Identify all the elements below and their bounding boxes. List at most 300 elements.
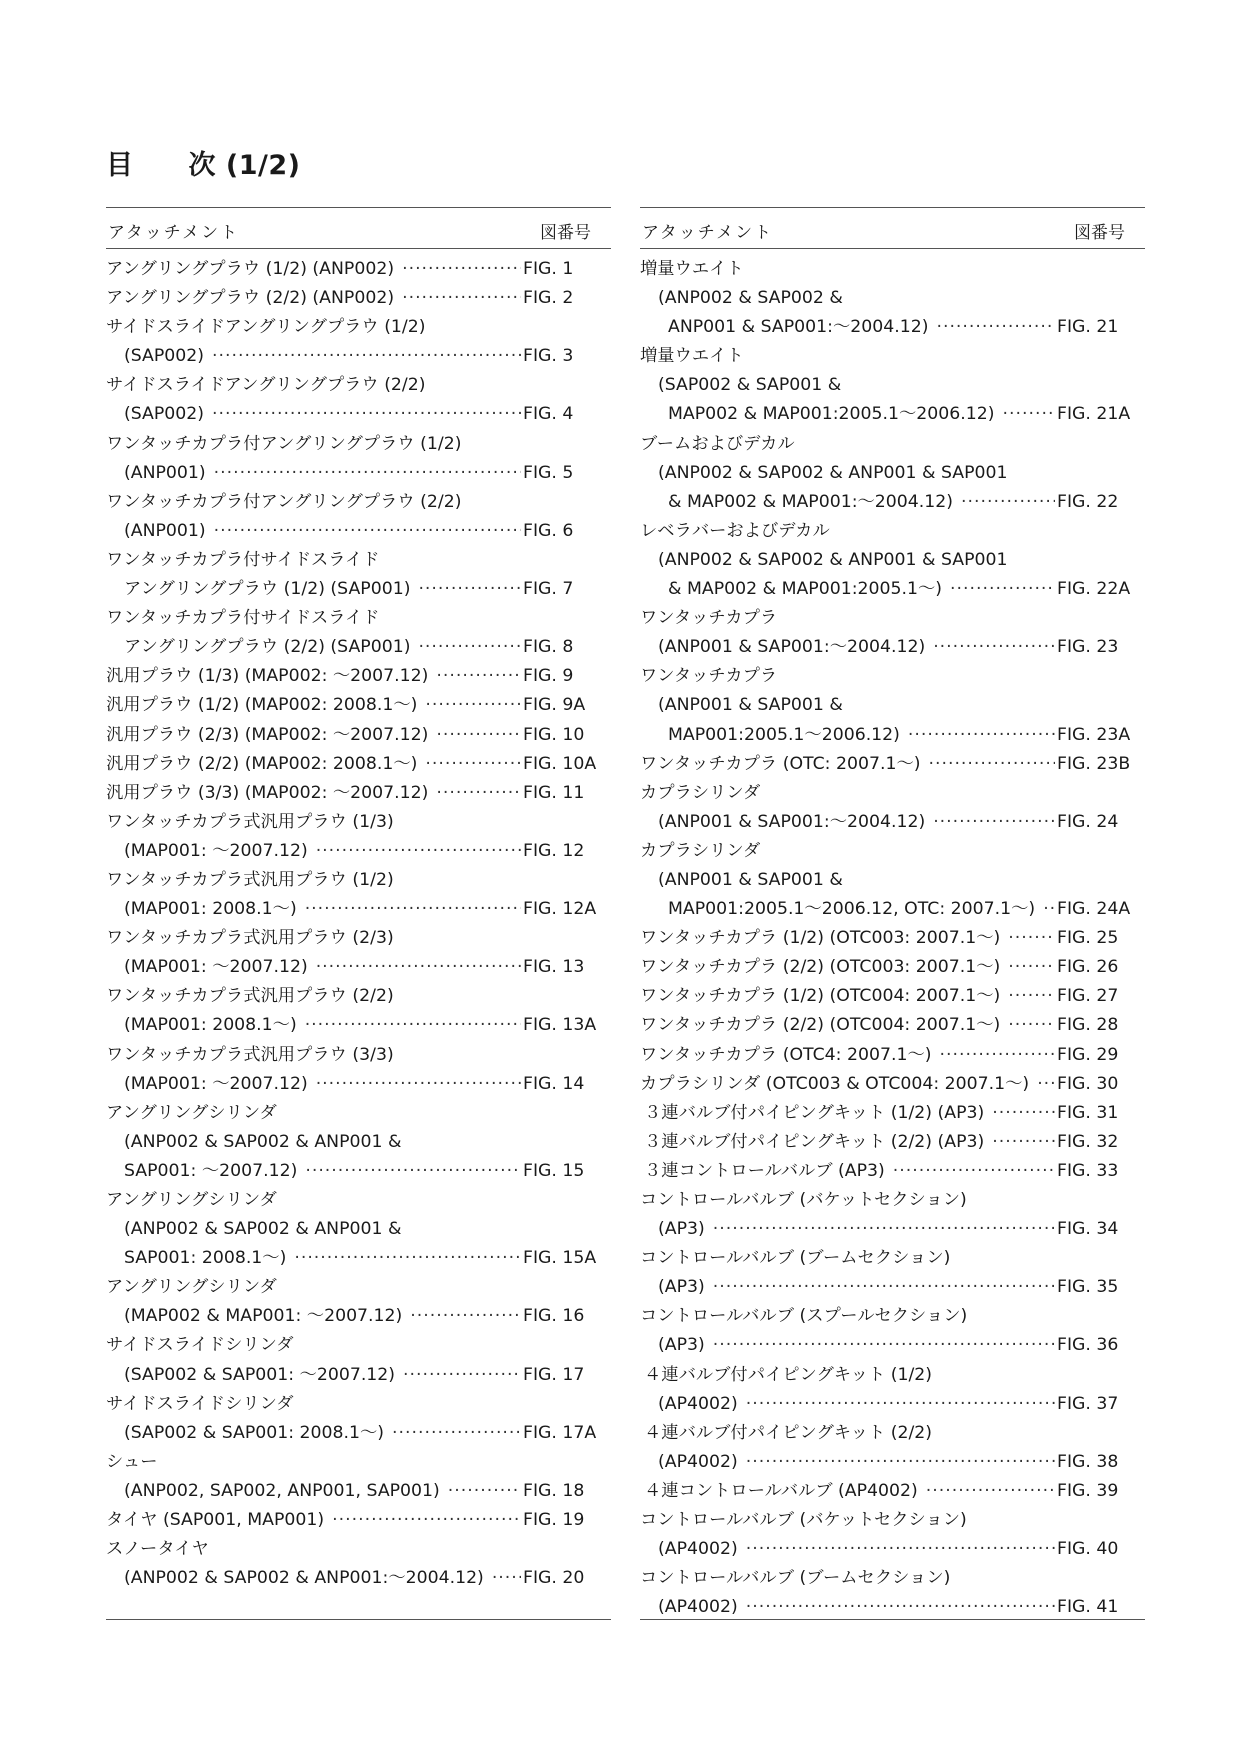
toc-entry bbox=[106, 546, 611, 575]
toc-entry bbox=[640, 342, 1145, 371]
dot-leader bbox=[936, 313, 1055, 342]
dot-leader bbox=[305, 895, 521, 924]
toc-entry-fig-number: FIG. 33 bbox=[1057, 1160, 1119, 1181]
toc-entry-text: (ANP002 & SAP002 & bbox=[658, 288, 843, 309]
toc-entry bbox=[640, 953, 1145, 982]
toc-entry-text: (AP4002) bbox=[658, 1451, 738, 1472]
toc-entry bbox=[106, 1273, 611, 1302]
dot-leader bbox=[950, 575, 1055, 604]
toc-entry-text: ワンタッチカプラ (OTC: 2007.1～) bbox=[640, 753, 921, 774]
toc-entry-text: (ANP002 & SAP002 & ANP001:～2004.12) bbox=[124, 1568, 484, 1589]
toc-entry-text: ワンタッチカプラ (1/2) (OTC003: 2007.1～) bbox=[640, 928, 1001, 949]
toc-entry-text: カプラシリンダ bbox=[640, 840, 761, 861]
toc-entry bbox=[106, 750, 611, 779]
toc-entry-text: 汎用プラウ (2/2) (MAP002: 2008.1～) bbox=[106, 753, 418, 774]
toc-entry-fig-number: FIG. 3 bbox=[523, 346, 574, 367]
dot-leader bbox=[1008, 1011, 1055, 1040]
toc-entry-text: (ANP002, SAP002, ANP001, SAP001) bbox=[124, 1480, 440, 1501]
toc-entry-text: 汎用プラウ (1/3) (MAP002: ～2007.12) bbox=[106, 666, 429, 687]
toc-entry-text: アングリングシリンダ bbox=[106, 1277, 277, 1298]
dot-leader bbox=[305, 1011, 521, 1040]
toc-entry bbox=[640, 633, 1145, 662]
dot-leader bbox=[294, 1244, 521, 1273]
dot-leader bbox=[316, 1070, 521, 1099]
toc-entry-fig-number: FIG. 12A bbox=[523, 899, 597, 920]
toc-entry-fig-number: FIG. 7 bbox=[523, 579, 574, 600]
toc-entry-text: ワンタッチカプラ式汎用プラウ (2/3) bbox=[106, 928, 394, 949]
toc-entry-fig-number: FIG. 16 bbox=[523, 1306, 585, 1327]
toc-entry-text: ワンタッチカプラ式汎用プラウ (1/2) bbox=[106, 869, 394, 890]
toc-entry-text: タイヤ (SAP001, MAP001) bbox=[106, 1510, 325, 1531]
toc-entry-text: (SAP002 & SAP001: ～2007.12) bbox=[124, 1364, 396, 1385]
toc-entry bbox=[106, 1506, 611, 1535]
toc-entry-text: (ANP001) bbox=[124, 520, 206, 541]
toc-entry-text: (ANP002 & SAP002 & ANP001 & SAP001 bbox=[658, 462, 1008, 483]
toc-entry-text: (AP4002) bbox=[658, 1597, 738, 1618]
toc-entry bbox=[106, 1419, 611, 1448]
toc-entry bbox=[106, 517, 611, 546]
toc-entry-text: カプラシリンダ (OTC003 & OTC004: 2007.1～) bbox=[640, 1073, 1030, 1094]
toc-column-left bbox=[106, 207, 611, 1593]
toc-entry-text: 汎用プラウ (1/2) (MAP002: 2008.1～) bbox=[106, 695, 418, 716]
toc-entry bbox=[106, 313, 611, 342]
toc-entry bbox=[106, 1535, 611, 1564]
toc-entry bbox=[640, 575, 1145, 604]
toc-entry-text: MAP001:2005.1～2006.12, OTC: 2007.1～) bbox=[668, 899, 1036, 920]
toc-entry-text: アングリングシリンダ bbox=[106, 1190, 277, 1210]
toc-entry bbox=[106, 575, 611, 604]
toc-entry-text: サイドスライドシリンダ bbox=[106, 1335, 294, 1356]
toc-entry-text: ワンタッチカプラ (2/2) (OTC004: 2007.1～) bbox=[640, 1015, 1001, 1036]
toc-entry-text: コントロールバルブ (ブームセクション) bbox=[640, 1568, 951, 1589]
toc-entry-fig-number: FIG. 24 bbox=[1057, 811, 1119, 832]
toc-entry bbox=[640, 1273, 1145, 1302]
toc-entry-text: MAP002 & MAP001:2005.1～2006.12) bbox=[668, 404, 995, 425]
toc-entry bbox=[640, 400, 1145, 429]
toc-entry-fig-number: FIG. 39 bbox=[1057, 1480, 1119, 1501]
toc-entry-fig-number: FIG. 34 bbox=[1057, 1219, 1119, 1240]
toc-entry bbox=[106, 1331, 611, 1360]
dot-leader bbox=[425, 750, 521, 779]
dot-leader bbox=[746, 1535, 1055, 1564]
dot-leader bbox=[992, 1099, 1055, 1128]
dot-leader bbox=[492, 1564, 521, 1593]
dot-leader bbox=[403, 1361, 521, 1390]
toc-entry-fig-number: FIG. 4 bbox=[523, 404, 574, 425]
toc-entry-fig-number: FIG. 41 bbox=[1057, 1597, 1119, 1618]
toc-entry bbox=[106, 400, 611, 429]
toc-entry-fig-number: FIG. 17 bbox=[523, 1364, 585, 1385]
toc-entry-fig-number: FIG. 14 bbox=[523, 1073, 585, 1094]
toc-entry-fig-number: FIG. 37 bbox=[1057, 1393, 1119, 1414]
toc-entry-text: (MAP001: ～2007.12) bbox=[124, 1073, 308, 1094]
toc-entry-fig-number: FIG. 19 bbox=[523, 1510, 585, 1531]
header-attachment-label: アタッチメント bbox=[108, 223, 240, 243]
toc-entry-text: ワンタッチカプラ (2/2) (OTC003: 2007.1～) bbox=[640, 957, 1001, 978]
toc-entry-fig-number: FIG. 40 bbox=[1057, 1539, 1119, 1560]
toc-entry-text: ４連バルブ付パイピングキット (1/2) bbox=[644, 1364, 933, 1385]
toc-entry-text: (SAP002) bbox=[124, 346, 205, 367]
toc-entry-text: コントロールバルブ (バケットセクション) bbox=[640, 1510, 967, 1531]
toc-entry-text: ３連バルブ付パイピングキット (1/2) (AP3) bbox=[644, 1102, 985, 1123]
toc-entry bbox=[106, 1215, 611, 1244]
dot-leader bbox=[713, 1331, 1055, 1360]
toc-entry bbox=[106, 953, 611, 982]
header-attachment-label: アタッチメント bbox=[642, 223, 774, 243]
toc-entry-fig-number: FIG. 9 bbox=[523, 666, 574, 687]
toc-entry-text: (MAP001: 2008.1～) bbox=[124, 899, 297, 920]
toc-entry bbox=[640, 982, 1145, 1011]
toc-entry-text: コントロールバルブ (バケットセクション) bbox=[640, 1190, 967, 1210]
toc-entry-fig-number: FIG. 2 bbox=[523, 288, 574, 309]
toc-entry bbox=[106, 459, 611, 488]
toc-entry-fig-number: FIG. 38 bbox=[1057, 1451, 1119, 1472]
toc-entry bbox=[106, 1390, 611, 1419]
toc-entry-text: (MAP001: ～2007.12) bbox=[124, 957, 308, 978]
toc-entry bbox=[106, 982, 611, 1011]
toc-entry-fig-number: FIG. 31 bbox=[1057, 1102, 1119, 1123]
toc-entry-text: サイドスライドアングリングプラウ (2/2) bbox=[106, 375, 426, 396]
toc-entry-text: ワンタッチカプラ式汎用プラウ (3/3) bbox=[106, 1044, 394, 1065]
toc-entry-text: ワンタッチカプラ付サイドスライド bbox=[106, 549, 380, 570]
toc-entry bbox=[640, 1564, 1145, 1593]
dot-leader bbox=[928, 750, 1055, 779]
header-fig-number-label: 図番号 bbox=[540, 223, 591, 243]
toc-entry-text: (ANP001) bbox=[124, 462, 206, 483]
toc-entry bbox=[106, 1361, 611, 1390]
toc-entry bbox=[640, 1041, 1145, 1070]
toc-entry-text: ANP001 & SAP001:～2004.12) bbox=[668, 317, 929, 338]
toc-entry-text: ワンタッチカプラ付アングリングプラウ (1/2) bbox=[106, 433, 462, 454]
toc-entry-fig-number: FIG. 1 bbox=[523, 259, 574, 279]
toc-entry-text: (MAP001: 2008.1～) bbox=[124, 1015, 297, 1036]
toc-entry bbox=[640, 1535, 1145, 1564]
toc-entry-fig-number: FIG. 11 bbox=[523, 782, 585, 803]
toc-entry-fig-number: FIG. 15A bbox=[523, 1248, 597, 1269]
toc-entry-fig-number: FIG. 18 bbox=[523, 1480, 585, 1501]
toc-entry-text: コントロールバルブ (スプールセクション) bbox=[640, 1306, 968, 1327]
toc-entry-text: (ANP001 & SAP001 & bbox=[658, 695, 843, 716]
dot-leader bbox=[1008, 982, 1055, 1011]
toc-entry-text: (MAP001: ～2007.12) bbox=[124, 840, 308, 861]
toc-entry-text: & MAP002 & MAP001:2005.1～) bbox=[668, 579, 943, 600]
dot-leader bbox=[418, 633, 521, 662]
toc-entry-text: (MAP002 & MAP001: ～2007.12) bbox=[124, 1306, 403, 1327]
toc-entry bbox=[640, 808, 1145, 837]
toc-entry-fig-number: FIG. 10A bbox=[523, 753, 597, 774]
toc-entry-fig-number: FIG. 21 bbox=[1057, 317, 1119, 338]
toc-column-right bbox=[640, 207, 1145, 1622]
toc-entry bbox=[640, 604, 1145, 633]
toc-entry-text: サイドスライドアングリングプラウ (1/2) bbox=[106, 317, 426, 338]
toc-entry bbox=[106, 924, 611, 953]
dot-leader bbox=[1008, 953, 1055, 982]
toc-entry bbox=[640, 1390, 1145, 1419]
toc-entry-text: (SAP002 & SAP001: 2008.1～) bbox=[124, 1422, 385, 1443]
toc-entry bbox=[106, 284, 611, 313]
toc-entry bbox=[106, 721, 611, 750]
toc-entry bbox=[106, 1041, 611, 1070]
toc-entry-fig-number: FIG. 8 bbox=[523, 637, 574, 658]
page-title: 目 次 (1/2) bbox=[106, 150, 301, 181]
dot-leader bbox=[961, 488, 1055, 517]
dot-leader bbox=[448, 1477, 521, 1506]
toc-entry-fig-number: FIG. 26 bbox=[1057, 957, 1119, 978]
toc-entry-fig-number: FIG. 32 bbox=[1057, 1131, 1119, 1152]
toc-entry-fig-number: FIG. 13 bbox=[523, 957, 585, 978]
toc-entry-text: カプラシリンダ bbox=[640, 782, 761, 803]
toc-entry bbox=[106, 1477, 611, 1506]
toc-entry-text: アングリングシリンダ bbox=[106, 1102, 277, 1123]
toc-entry-text: (SAP002) bbox=[124, 404, 205, 425]
dot-leader bbox=[305, 1157, 521, 1186]
toc-entry-fig-number: FIG. 20 bbox=[523, 1568, 585, 1589]
toc-entry bbox=[640, 1186, 1145, 1215]
toc-entry-text: コントロールバルブ (ブームセクション) bbox=[640, 1248, 951, 1269]
dot-leader bbox=[436, 721, 521, 750]
toc-entry-text: 増量ウエイト bbox=[640, 259, 744, 279]
dot-leader bbox=[939, 1041, 1055, 1070]
toc-entry-text: アングリングプラウ (2/2) (SAP001) bbox=[124, 637, 411, 658]
toc-entry-text: ３連バルブ付パイピングキット (2/2) (AP3) bbox=[644, 1131, 985, 1152]
toc-entry bbox=[106, 371, 611, 400]
toc-entry bbox=[640, 517, 1145, 546]
toc-entry-text: ３連コントロールバルブ (AP3) bbox=[644, 1160, 885, 1181]
toc-entry bbox=[106, 1244, 611, 1273]
toc-entry bbox=[106, 1070, 611, 1099]
toc-entry bbox=[106, 633, 611, 662]
toc-entry-fig-number: FIG. 22A bbox=[1057, 579, 1131, 600]
toc-entry-fig-number: FIG. 36 bbox=[1057, 1335, 1119, 1356]
toc-entry-text: (AP4002) bbox=[658, 1539, 738, 1560]
toc-entry bbox=[106, 691, 611, 720]
toc-entry-text: (ANP002 & SAP002 & ANP001 & bbox=[124, 1131, 402, 1152]
toc-entry bbox=[106, 1448, 611, 1477]
toc-entry bbox=[640, 1215, 1145, 1244]
toc-entry bbox=[106, 342, 611, 371]
toc-entry bbox=[106, 895, 611, 924]
toc-entry-fig-number: FIG. 23A bbox=[1057, 724, 1131, 745]
toc-entry bbox=[106, 866, 611, 895]
toc-entry-text: (ANP002 & SAP002 & ANP001 & bbox=[124, 1219, 402, 1240]
toc-entry bbox=[106, 1564, 611, 1593]
dot-leader bbox=[713, 1215, 1055, 1244]
toc-entry bbox=[106, 837, 611, 866]
toc-entry bbox=[640, 924, 1145, 953]
dot-leader bbox=[746, 1448, 1055, 1477]
dot-leader bbox=[1003, 400, 1055, 429]
dot-leader bbox=[418, 575, 521, 604]
toc-entry bbox=[106, 1011, 611, 1040]
toc-entry-fig-number: FIG. 17A bbox=[523, 1422, 597, 1443]
toc-entry-text: ワンタッチカプラ式汎用プラウ (2/2) bbox=[106, 986, 394, 1007]
toc-entry bbox=[106, 779, 611, 808]
toc-entry bbox=[640, 284, 1145, 313]
toc-entry-text: (ANP001 & SAP001:～2004.12) bbox=[658, 811, 926, 832]
toc-entry bbox=[640, 662, 1145, 691]
toc-entry-text: ワンタッチカプラ付アングリングプラウ (2/2) bbox=[106, 491, 462, 512]
toc-entry-text: (ANP001 & SAP001 & bbox=[658, 869, 843, 890]
toc-entry bbox=[640, 721, 1145, 750]
toc-entry bbox=[640, 1448, 1145, 1477]
toc-entry bbox=[106, 1128, 611, 1157]
toc-entry bbox=[640, 1419, 1145, 1448]
dot-leader bbox=[410, 1302, 521, 1331]
footer-rule bbox=[640, 1619, 1145, 1620]
toc-entry-text: MAP001:2005.1～2006.12) bbox=[668, 724, 900, 745]
toc-entry-text: (AP3) bbox=[658, 1219, 705, 1240]
toc-entry-fig-number: FIG. 27 bbox=[1057, 986, 1119, 1007]
toc-entry-text: アングリングプラウ (1/2) (ANP002) bbox=[106, 259, 395, 279]
toc-entry-text: 汎用プラウ (3/3) (MAP002: ～2007.12) bbox=[106, 782, 429, 803]
toc-entry-text: (SAP002 & SAP001 & bbox=[658, 375, 842, 396]
toc-entry-text: SAP001: 2008.1～) bbox=[124, 1248, 287, 1269]
toc-entry bbox=[640, 430, 1145, 459]
footer-rule bbox=[106, 1619, 611, 1620]
toc-entry bbox=[640, 255, 1145, 284]
toc-entry-fig-number: FIG. 35 bbox=[1057, 1277, 1119, 1298]
dot-leader bbox=[402, 284, 521, 313]
dot-leader bbox=[436, 779, 521, 808]
toc-entry bbox=[640, 779, 1145, 808]
toc-entry-text: (ANP001 & SAP001:～2004.12) bbox=[658, 637, 926, 658]
toc-entry-fig-number: FIG. 12 bbox=[523, 840, 585, 861]
toc-entry-fig-number: FIG. 22 bbox=[1057, 491, 1119, 512]
dot-leader bbox=[402, 255, 521, 284]
toc-entry-fig-number: FIG. 29 bbox=[1057, 1044, 1119, 1065]
toc-entry bbox=[640, 313, 1145, 342]
toc-entry bbox=[640, 1128, 1145, 1157]
toc-entry bbox=[106, 1302, 611, 1331]
dot-leader bbox=[392, 1419, 521, 1448]
dot-leader bbox=[316, 837, 521, 866]
dot-leader bbox=[893, 1157, 1055, 1186]
toc-entry bbox=[640, 895, 1145, 924]
toc-entry bbox=[106, 604, 611, 633]
toc-entry bbox=[106, 430, 611, 459]
toc-entry bbox=[106, 662, 611, 691]
toc-entry-text: ワンタッチカプラ bbox=[640, 666, 778, 687]
toc-entry-fig-number: FIG. 28 bbox=[1057, 1015, 1119, 1036]
toc-entries bbox=[640, 249, 1145, 1622]
toc-entry-fig-number: FIG. 25 bbox=[1057, 928, 1119, 949]
toc-entry-text: SAP001: ～2007.12) bbox=[124, 1160, 298, 1181]
toc-entry bbox=[640, 1302, 1145, 1331]
toc-entry bbox=[106, 255, 611, 284]
toc-entry bbox=[106, 808, 611, 837]
dot-leader bbox=[926, 1477, 1055, 1506]
header-fig-number-label: 図番号 bbox=[1074, 223, 1125, 243]
toc-entry bbox=[640, 488, 1145, 517]
toc-entry bbox=[106, 1186, 611, 1215]
toc-entry-text: アングリングプラウ (1/2) (SAP001) bbox=[124, 579, 411, 600]
toc-entry-text: ワンタッチカプラ付サイドスライド bbox=[106, 608, 380, 629]
toc-entry bbox=[640, 546, 1145, 575]
dot-leader bbox=[713, 1273, 1055, 1302]
toc-entry-text: サイドスライドシリンダ bbox=[106, 1393, 294, 1414]
toc-entry-fig-number: FIG. 23B bbox=[1057, 753, 1131, 774]
toc-entry-text: (AP3) bbox=[658, 1277, 705, 1298]
toc-entry-fig-number: FIG. 6 bbox=[523, 520, 574, 541]
toc-entry-text: (AP4002) bbox=[658, 1393, 738, 1414]
toc-entry bbox=[106, 1157, 611, 1186]
toc-entry bbox=[640, 1070, 1145, 1099]
toc-entry-text: & MAP002 & MAP001:～2004.12) bbox=[668, 491, 954, 512]
toc-entry bbox=[640, 866, 1145, 895]
toc-entry-text: 増量ウエイト bbox=[640, 346, 744, 367]
toc-entry bbox=[640, 837, 1145, 866]
dot-leader bbox=[1008, 924, 1055, 953]
toc-entry-fig-number: FIG. 24A bbox=[1057, 899, 1131, 920]
toc-entry bbox=[640, 1011, 1145, 1040]
column-header bbox=[640, 208, 1145, 248]
toc-entry-text: 汎用プラウ (2/3) (MAP002: ～2007.12) bbox=[106, 724, 429, 745]
toc-entry bbox=[640, 371, 1145, 400]
dot-leader bbox=[212, 400, 521, 429]
dot-leader bbox=[1037, 1070, 1055, 1099]
toc-entry-text: シュー bbox=[106, 1451, 158, 1472]
toc-entry-fig-number: FIG. 9A bbox=[523, 695, 586, 716]
toc-entry-text: (AP3) bbox=[658, 1335, 705, 1356]
toc-entry bbox=[106, 1099, 611, 1128]
dot-leader bbox=[908, 721, 1055, 750]
dot-leader bbox=[316, 953, 521, 982]
toc-entry bbox=[640, 459, 1145, 488]
toc-entry bbox=[640, 1477, 1145, 1506]
toc-entry bbox=[106, 488, 611, 517]
toc-entry-fig-number: FIG. 23 bbox=[1057, 637, 1119, 658]
dot-leader bbox=[425, 691, 521, 720]
toc-entry bbox=[640, 691, 1145, 720]
toc-entry-fig-number: FIG. 5 bbox=[523, 462, 574, 483]
dot-leader bbox=[933, 633, 1055, 662]
dot-leader bbox=[212, 342, 521, 371]
dot-leader bbox=[1043, 895, 1055, 924]
toc-entry-text: ワンタッチカプラ (OTC4: 2007.1～) bbox=[640, 1044, 932, 1065]
toc-entry-text: ４連コントロールバルブ (AP4002) bbox=[644, 1480, 918, 1501]
dot-leader bbox=[746, 1390, 1055, 1419]
toc-entry bbox=[640, 750, 1145, 779]
toc-entry-text: アングリングプラウ (2/2) (ANP002) bbox=[106, 288, 395, 309]
toc-entries bbox=[106, 249, 611, 1593]
toc-entry-text: ワンタッチカプラ bbox=[640, 608, 778, 629]
toc-entry-text: (ANP002 & SAP002 & ANP001 & SAP001 bbox=[658, 549, 1008, 570]
column-header bbox=[106, 208, 611, 248]
toc-entry-fig-number: FIG. 10 bbox=[523, 724, 585, 745]
toc-entry bbox=[640, 1244, 1145, 1273]
toc-entry-text: ４連バルブ付パイピングキット (2/2) bbox=[644, 1422, 933, 1443]
dot-leader bbox=[332, 1506, 521, 1535]
toc-entry bbox=[640, 1506, 1145, 1535]
dot-leader bbox=[992, 1128, 1055, 1157]
dot-leader bbox=[746, 1593, 1055, 1622]
toc-entry-text: スノータイヤ bbox=[106, 1539, 209, 1560]
dot-leader bbox=[214, 459, 521, 488]
dot-leader bbox=[933, 808, 1055, 837]
toc-entry-text: ワンタッチカプラ式汎用プラウ (1/3) bbox=[106, 811, 394, 832]
toc-entry-fig-number: FIG. 30 bbox=[1057, 1073, 1119, 1094]
toc-entry-fig-number: FIG. 15 bbox=[523, 1160, 585, 1181]
toc-entry-text: ワンタッチカプラ (1/2) (OTC004: 2007.1～) bbox=[640, 986, 1001, 1007]
dot-leader bbox=[214, 517, 521, 546]
toc-entry bbox=[640, 1331, 1145, 1360]
toc-entry-fig-number: FIG. 21A bbox=[1057, 404, 1131, 425]
toc-entry bbox=[640, 1157, 1145, 1186]
toc-entry bbox=[640, 1099, 1145, 1128]
toc-entry-fig-number: FIG. 13A bbox=[523, 1015, 597, 1036]
toc-entry-text: ブームおよびデカル bbox=[640, 433, 795, 454]
dot-leader bbox=[436, 662, 521, 691]
